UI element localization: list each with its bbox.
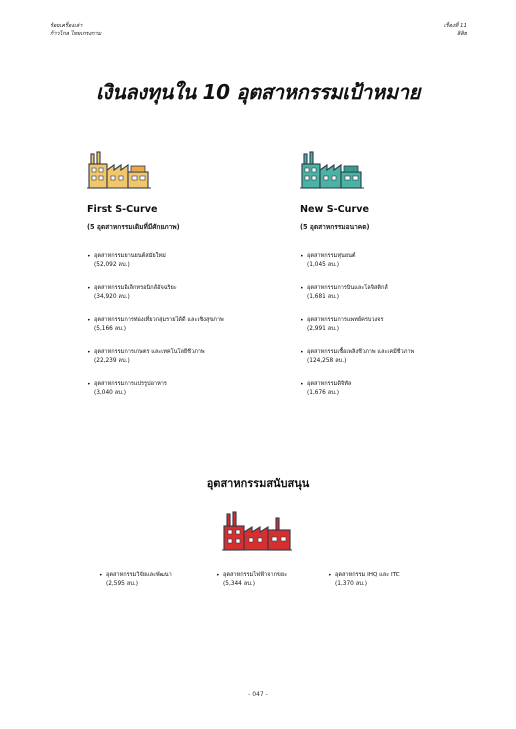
item-name: • อุตสาหกรรมวิจัยและพัฒนา — [99, 571, 172, 580]
header-right-line1: เรื่องที่ 11 — [443, 23, 467, 29]
list-item — [87, 284, 287, 302]
first-s-curve-list — [87, 252, 287, 398]
running-header-left — [50, 22, 101, 38]
new-s-curve-subtitle: (5 อุตสาหกรรมอนาคต) — [300, 223, 370, 231]
item-value: (5,166 ลบ.) — [94, 326, 127, 332]
item-name: • อุตสาหกรรมยานยนต์สมัยใหม่ — [87, 252, 287, 261]
running-header-right — [444, 22, 467, 38]
item-value: (1,676 ลบ.) — [307, 390, 340, 396]
item-name: • อุตสาหกรรมอิเล็กทรอนิกส์อัจฉริยะ — [87, 284, 287, 293]
item-value: (3,040 ลบ.) — [94, 390, 127, 396]
item-value: (124,258 ลบ.) — [307, 358, 347, 364]
factory-icon-red — [222, 510, 292, 552]
new-s-curve-section — [300, 150, 500, 412]
item-value: (2,595 ลบ.) — [106, 581, 139, 587]
support-item-1 — [99, 571, 172, 589]
list-item — [300, 380, 500, 398]
header-right-line2: ลิลิธ — [456, 31, 467, 37]
item-value: (1,045 ลบ.) — [307, 262, 340, 268]
first-s-curve-section — [87, 150, 287, 412]
first-s-curve-title: First S-Curve — [87, 204, 158, 215]
item-name: • อุตสาหกรรมการแปรรูปอาหาร — [87, 380, 287, 389]
list-item — [300, 284, 500, 302]
page-title: เงินลงทุนใน 10 อุตสาหกรรมเป้าหมาย — [95, 80, 421, 104]
item-value: (1,370 ลบ.) — [335, 581, 368, 587]
item-value: (1,681 ลบ.) — [307, 294, 340, 300]
item-value: (5,344 ลบ.) — [223, 581, 256, 587]
item-name: • อุตสาหกรรมการท่องเที่ยวกลุ่มรายได้ดี และเชิงสุขภาพ — [87, 316, 287, 325]
list-item — [87, 316, 287, 334]
list-item — [87, 380, 287, 398]
list-item — [300, 348, 500, 366]
support-title: อุตสาหกรรมสนับสนุน — [206, 477, 310, 490]
item-name: • อุตสาหกรรมดิจิทัล — [300, 380, 500, 389]
item-name: • อุตสาหกรรมหุ่นยนต์ — [300, 252, 500, 261]
item-value: (52,092 ลบ.) — [94, 262, 130, 268]
support-item-3 — [328, 571, 400, 589]
item-name: • อุตสาหกรรมการแพทย์ครบวงจร — [300, 316, 500, 325]
item-value: (2,991 ลบ.) — [307, 326, 340, 332]
header-left-line2: ก้าวไกล ไทยเกรงกาม — [50, 31, 102, 37]
factory-icon-yellow — [87, 150, 151, 190]
item-name: • อุตสาหกรรมไฟฟ้าจากขยะ — [216, 571, 287, 580]
factory-icon-teal — [300, 150, 364, 190]
new-s-curve-list — [300, 252, 500, 398]
item-name: • อุตสาหกรรมการบินและโลจิสติกส์ — [300, 284, 500, 293]
new-s-curve-title: New S-Curve — [300, 204, 369, 215]
header-left-line1: ร้อยเครื่องเล่า — [50, 23, 83, 29]
list-item — [300, 316, 500, 334]
item-name: • อุตสาหกรรม IHQ และ ITC — [328, 571, 400, 580]
first-s-curve-subtitle: (5 อุตสาหกรรมเดิมที่มีศักยภาพ) — [87, 223, 180, 231]
item-value: (34,920 ลบ.) — [94, 294, 130, 300]
item-value: (22,239 ลบ.) — [94, 358, 130, 364]
page-number: - 047 - — [248, 691, 268, 698]
list-item — [300, 252, 500, 270]
support-item-2 — [216, 571, 287, 589]
item-name: • อุตสาหกรรมการเกษตร และเทคโนโลยีชีวภาพ — [87, 348, 287, 357]
list-item — [87, 348, 287, 366]
item-name: • อุตสาหกรรมเชื้อเพลิงชีวภาพ และเคมีชีวภาพ — [300, 348, 500, 357]
list-item — [87, 252, 287, 270]
